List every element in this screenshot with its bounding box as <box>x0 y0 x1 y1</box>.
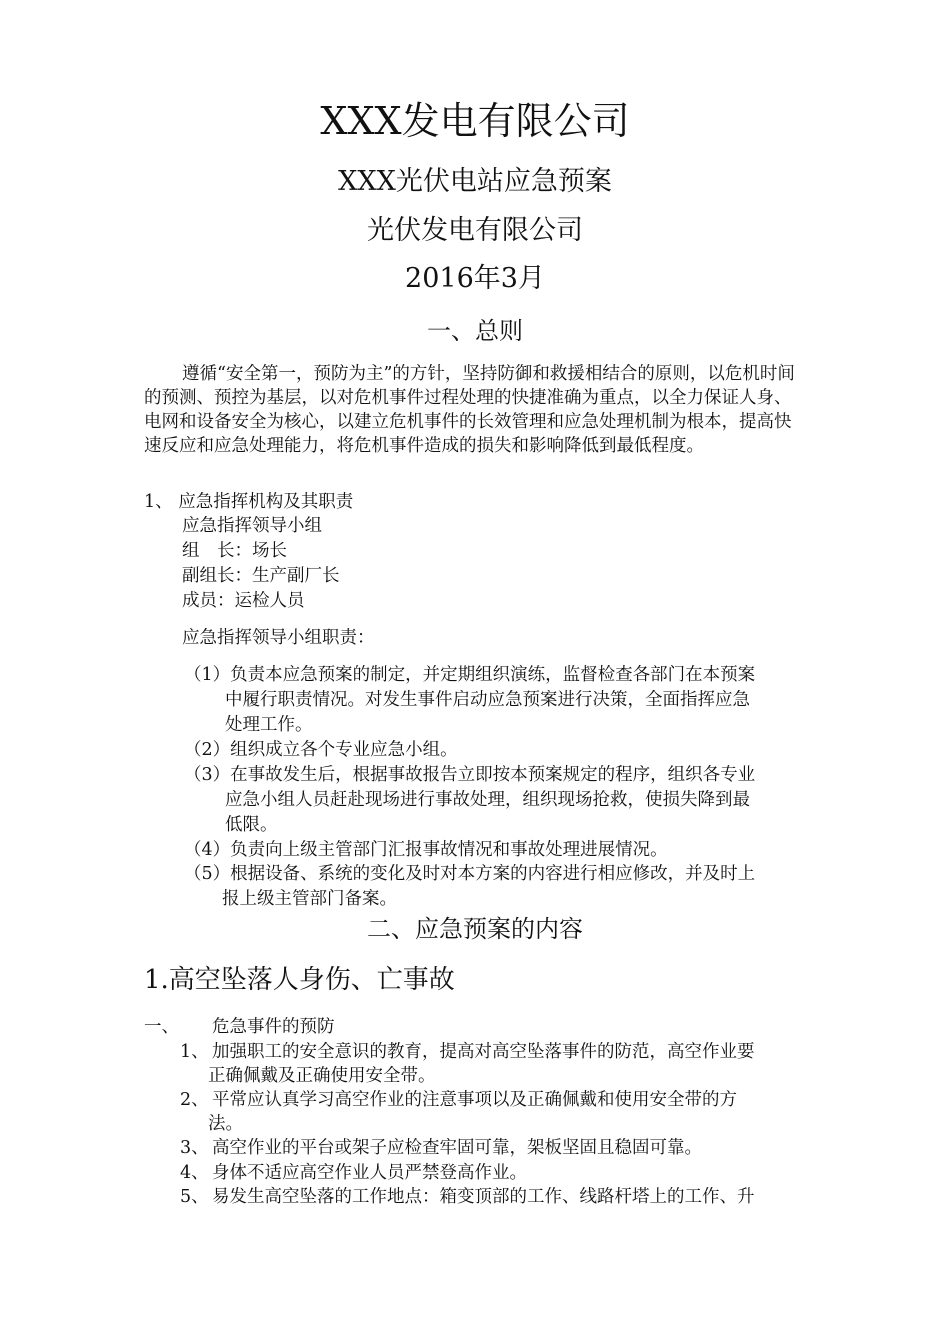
duty-line: 处理工作。 <box>225 715 313 735</box>
item-line: 易发生高空坠落的工作地点：箱变顶部的工作、线路杆塔上的工作、升 <box>212 1187 755 1207</box>
duty-line: 应急小组人员赶赴现场进行事故处理，组织现场抢救，使损失降到最 <box>225 790 750 810</box>
document-date: 2016年3月 <box>405 263 545 294</box>
item1-title: 1、 应急指挥机构及其职责 <box>144 492 354 512</box>
part-number: 一、 <box>144 1017 179 1037</box>
subsection-heading: 1.高空坠落人身伤、亡事故 <box>144 965 455 995</box>
intro-paragraph: 遵循“安全第一，预防为主”的方针，坚持防御和救援相结合的原则，以危机时间的预测、预控为基层，以对危机事件过程处理的快捷准确为重点，以全力保证人身、电网和设备安全为核心，以建立危机事件的长效管理和应急处理机制为根本，提高快速反应和应急处理能力，将危机事件造成的损失和影响降低到最低程度。 <box>144 364 795 456</box>
duty-line: 中履行职责情况。对发生事件启动应急预案进行决策，全面指挥应急 <box>225 690 750 710</box>
duty-line: （2）组织成立各个专业应急小组。 <box>184 740 458 760</box>
item-line: 加强职工的安全意识的教育，提高对高空坠落事件的防范，高空作业要 <box>212 1042 755 1062</box>
item-line: 正确佩戴及正确使用安全带。 <box>208 1066 436 1086</box>
deputy-leader: 副组长：生产副厂长 <box>182 566 340 586</box>
item-number: 4、 <box>180 1163 209 1183</box>
group-name: 应急指挥领导小组 <box>182 516 322 536</box>
duty-line: （5）根据设备、系统的变化及时对本方案的内容进行相应修改，并及时上 <box>184 864 756 884</box>
item-number: 3、 <box>180 1138 209 1158</box>
group-leader: 组 长：场长 <box>182 541 287 561</box>
duty-line: （3）在事故发生后，根据事故报告立即按本预案规定的程序，组织各专业 <box>184 765 756 785</box>
company-title: XXX发电有限公司 <box>320 99 630 143</box>
organization-name: 光伏发电有限公司 <box>367 215 583 246</box>
item-line: 身体不适应高空作业人员严禁登高作业。 <box>212 1163 527 1183</box>
duties-title: 应急指挥领导小组职责： <box>182 628 375 648</box>
item-line: 法。 <box>208 1114 243 1134</box>
item-number: 1、 <box>180 1042 209 1062</box>
item-line: 高空作业的平台或架子应检查牢固可靠，架板坚固且稳固可靠。 <box>212 1138 702 1158</box>
item-number: 2、 <box>180 1090 209 1110</box>
group-members: 成员：运检人员 <box>182 591 305 611</box>
section-heading-contents: 二、应急预案的内容 <box>367 915 583 943</box>
item-number: 5、 <box>180 1187 209 1207</box>
duty-line: 低限。 <box>225 815 278 835</box>
duty-line: （1）负责本应急预案的制定，并定期组织演练，监督检查各部门在本预案 <box>184 665 756 685</box>
part-title: 危急事件的预防 <box>212 1017 335 1037</box>
section-heading-general: 一、总则 <box>427 317 523 345</box>
duty-line: （4）负责向上级主管部门汇报事故情况和事故处理进展情况。 <box>184 840 668 860</box>
item-line: 平常应认真学习高空作业的注意事项以及正确佩戴和使用安全带的方 <box>212 1090 737 1110</box>
plan-title: XXX光伏电站应急预案 <box>338 166 612 197</box>
duty-line: 报上级主管部门备案。 <box>222 889 397 909</box>
